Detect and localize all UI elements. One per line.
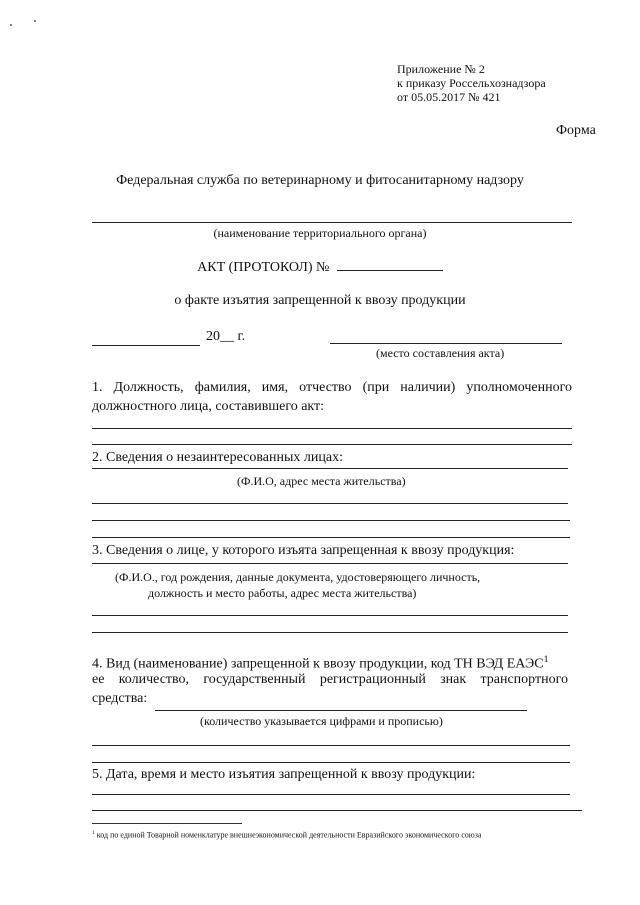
section-3-caption-line-1: (Ф.И.О., год рождения, данные документа, удостоверяющего личность, <box>115 570 481 584</box>
act-title-row <box>0 258 640 276</box>
footnote <box>92 830 481 840</box>
section-3-field-line-2[interactable] <box>92 632 568 633</box>
appendix-line-3: от 05.05.2017 № 421 <box>397 90 501 104</box>
section-1-line-1: 1. Должность, фамилия, имя, отчество (при наличии) уполномоченного <box>92 380 572 395</box>
section-3-caption-line-2: должность и место работы, адрес места жительства) <box>148 586 417 600</box>
section-4-line-2: ее количество, государственный регистрационный знак транспортного <box>92 672 568 687</box>
section-2-field-line-0[interactable] <box>92 468 568 469</box>
section-2-caption: (Ф.И.О, адрес места жительства) <box>237 474 406 488</box>
territorial-organ-caption: (наименование территориального органа) <box>213 226 427 240</box>
footnote-separator <box>92 823 242 824</box>
footnote-ref-1: 1 <box>543 654 549 665</box>
section-1-field-line-2[interactable] <box>92 444 572 445</box>
section-4-line-1-text: 4. Вид (наименование) запрещенной к ввозу продукции, код ТН ВЭД ЕАЭС <box>92 656 544 672</box>
section-5-field-line-2[interactable] <box>92 810 582 811</box>
section-2-field-line-3[interactable] <box>92 537 570 538</box>
place-field-line[interactable] <box>330 343 562 344</box>
act-number-field[interactable] <box>337 258 443 271</box>
section-3-field-line-0[interactable] <box>92 563 568 564</box>
section-4-line-3: средства: <box>92 691 148 706</box>
place-caption: (место составления акта) <box>376 346 505 360</box>
section-2-field-line-2[interactable] <box>92 520 570 521</box>
year-text: 20__ г. <box>206 329 246 344</box>
section-3-field-line-1[interactable] <box>92 615 568 616</box>
section-2-heading: 2. Сведения о незаинтересованных лицах: <box>92 450 343 465</box>
act-subtitle: о факте изъятия запрещенной к ввозу продукции <box>174 293 466 308</box>
appendix-line-1: Приложение № 2 <box>397 62 485 76</box>
section-4-caption: (количество указывается цифрами и прописью) <box>200 714 443 728</box>
section-4-field-line-1[interactable] <box>92 745 570 746</box>
act-title: АКТ (ПРОТОКОЛ) № <box>197 260 330 275</box>
form-label: Форма <box>556 123 596 138</box>
agency-name: Федеральная служба по ветеринарному и фитосанитарному надзору <box>116 173 524 188</box>
footnote-text: код по единой Товарной номенклатуре внешнеэкономической деятельности Евразийского экономического союза <box>96 830 482 840</box>
appendix-line-2: к приказу Россельхознадзора <box>397 76 546 90</box>
section-3-heading: 3. Сведения о лице, у которого изъята запрещенная к ввозу продукция: <box>92 543 515 558</box>
section-5-field-line-1[interactable] <box>92 794 570 795</box>
section-1-line-2: должностного лица, составившего акт: <box>92 399 325 414</box>
footnote-marker: 1 <box>92 830 95 836</box>
section-4-field-line-2[interactable] <box>92 762 570 763</box>
territorial-organ-line[interactable] <box>92 222 572 223</box>
appendix-block <box>397 62 546 104</box>
section-5-heading: 5. Дата, время и место изъятия запрещенной к ввозу продукции: <box>92 767 476 782</box>
date-field-line[interactable] <box>92 345 200 346</box>
section-1-field-line-1[interactable] <box>92 428 572 429</box>
section-2-field-line-1[interactable] <box>92 503 568 504</box>
section-4-field-line-0[interactable] <box>155 710 527 711</box>
